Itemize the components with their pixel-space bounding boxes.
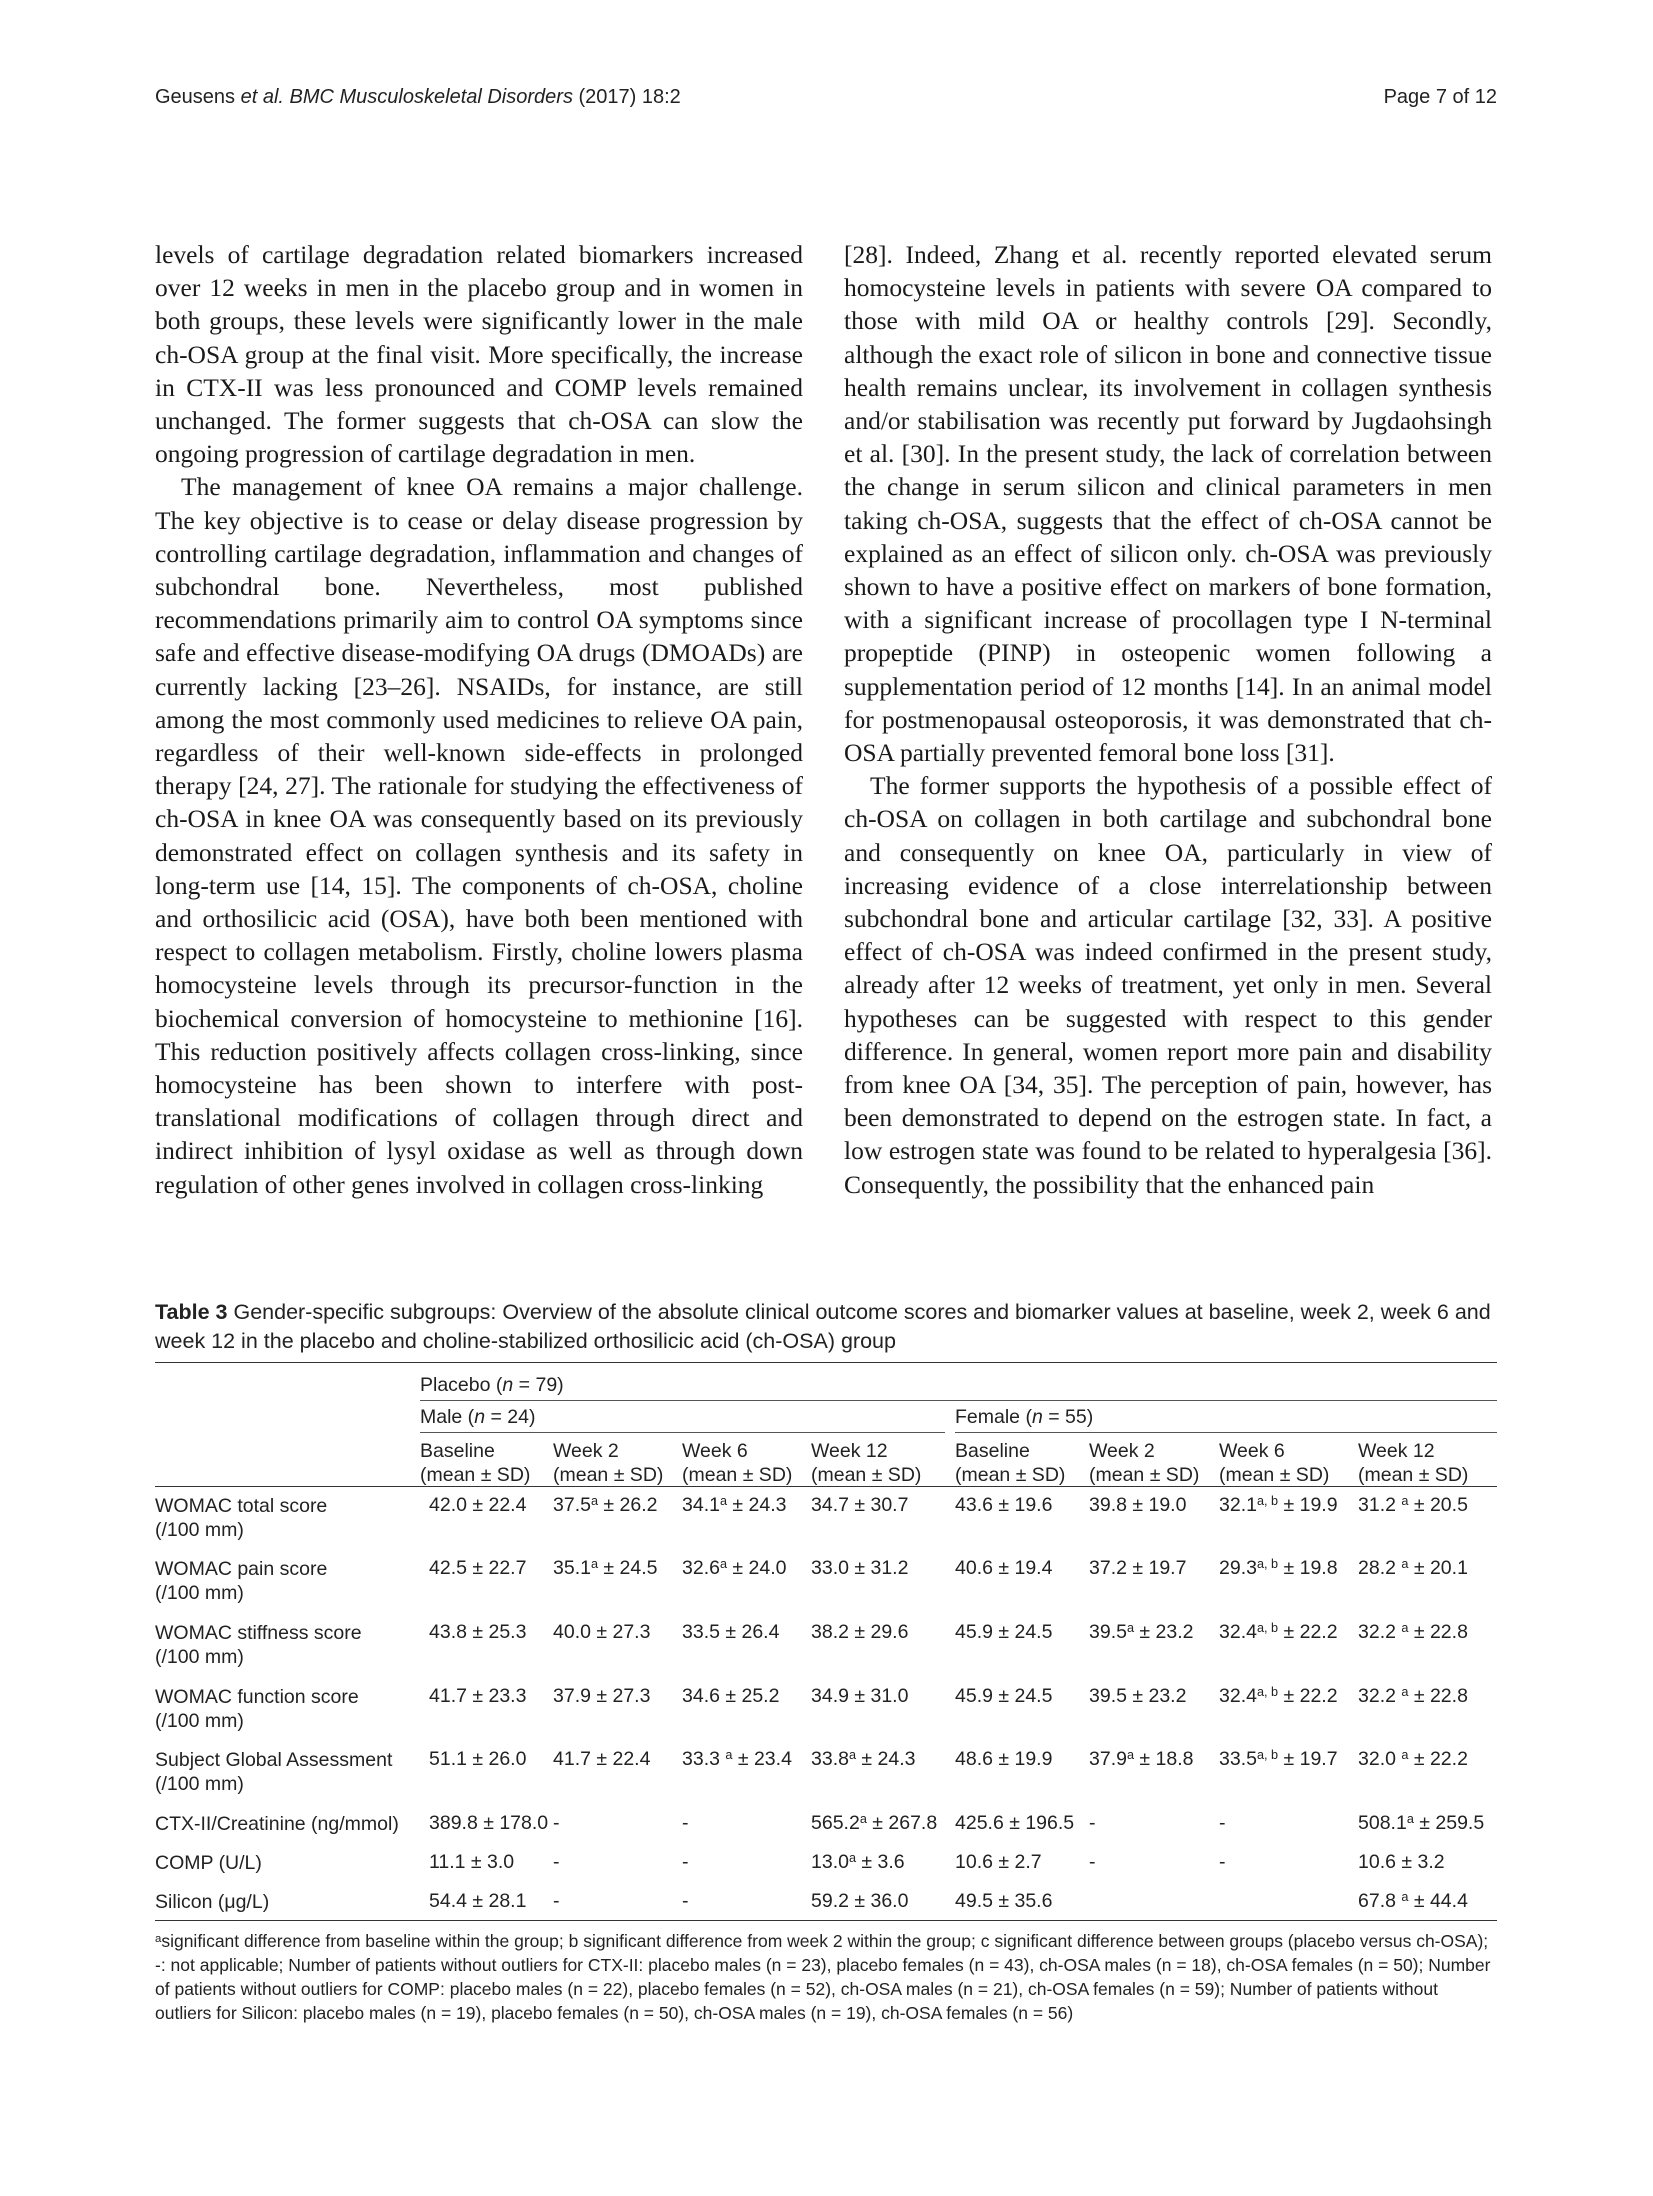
table-cell: 43.8 ± 25.3 <box>429 1621 527 1643</box>
table-cell: - <box>1089 1812 1096 1834</box>
table-cell: 33.0 ± 31.2 <box>811 1557 909 1579</box>
table-cell: 37.5$^a$ ± 26.2 <box>553 1494 658 1516</box>
group-label-placebo: Placebo (n = 79) <box>420 1374 564 1396</box>
table-cell: 10.6 ± 2.7 <box>955 1851 1042 1873</box>
column-header: Week 12 (mean ± SD) <box>1358 1440 1469 1486</box>
table-cell: $32.4^{a, b} \pm 22.2$ <box>1219 1685 1338 1707</box>
table-cell: 54.4 ± 28.1 <box>429 1890 527 1912</box>
table-cell: 34.1$^a$ ± 24.3 <box>682 1494 787 1516</box>
table-cell: 42.0 ± 22.4 <box>429 1494 527 1516</box>
table-cell: 11.1 ± 3.0 <box>429 1851 515 1873</box>
paragraph: [28]. Indeed, Zhang et al. recently reported elevated serum homocysteine levels in patients with severe OA compared to those with mild OA or healthy controls [29]. Secondly, although the exact role of silicon in bone and connective tissue health remains unclear, its involvement in collagen synthesis and/or stabilisation was recently put forward by Jugdaohsingh et al. [30]. In the present study, the lack of correlation between the change in serum silicon and clinical parameters in men taking ch-OSA, suggests that the effect of ch-OSA cannot be explained as an effect of silicon only. ch-OSA was previously shown to have a positive effect on markers of bone formation, with a significant increase of procollagen type I N-terminal propeptide (PINP) in osteopenic women following a supplementation period of 12 months [14]. In an animal model for postmenopausal osteoporosis, it was demonstrated that ch-OSA partially prevented femoral bone loss [31]. <box>844 240 1492 768</box>
table-cell: 67.8 $^a$ ± 44.4 <box>1358 1890 1468 1912</box>
table-cell: 33.3 $^a$ ± 23.4 <box>682 1748 792 1770</box>
table-cell: 45.9 ± 24.5 <box>955 1685 1053 1707</box>
table-cell: - <box>682 1812 689 1834</box>
row-label: WOMAC function score (/100 mm) <box>155 1686 359 1732</box>
table-cell: - <box>682 1890 689 1912</box>
table-cell: 41.7 ± 22.4 <box>553 1748 651 1770</box>
table-cell: 39.5 ± 23.2 <box>1089 1685 1187 1707</box>
row-label: Silicon (μg/L) <box>155 1891 270 1913</box>
column-header: Week 12 (mean ± SD) <box>811 1440 922 1486</box>
table-cell: 508.1$^a$ ± 259.5 <box>1358 1812 1485 1834</box>
table-cell: 42.5 ± 22.7 <box>429 1557 527 1579</box>
table-cell: - <box>1219 1851 1226 1873</box>
table-cell: 51.1 ± 26.0 <box>429 1748 527 1770</box>
table-cell: 13.0$^a$ ± 3.6 <box>811 1851 905 1873</box>
table-cell: 40.6 ± 19.4 <box>955 1557 1053 1579</box>
running-header <box>155 86 1497 116</box>
table-cell: 39.5$^a$ ± 23.2 <box>1089 1621 1194 1643</box>
table-cell: 38.2 ± 29.6 <box>811 1621 909 1643</box>
table-cell: 32.6$^a$ ± 24.0 <box>682 1557 787 1579</box>
subgroup-label-male: Male (n = 24) <box>420 1406 536 1428</box>
subgroup-label-female: Female (n = 55) <box>955 1406 1094 1428</box>
female-rule <box>955 1432 1497 1433</box>
column-header: Week 6 (mean ± SD) <box>682 1440 793 1486</box>
paragraph: The management of knee OA remains a major challenge. The key objective is to cease or delay disease progression by controlling cartilage degradation, inflammation and changes of subchondral bone. Nevertheless, most published recommendations primarily aim to control OA symptoms since safe and effective disease-modifying OA drugs (DMOADs) are currently lacking [23–26]. NSAIDs, for instance, are still among the most commonly used medicines to relieve OA pain, regardless of their well-known side-effects in prolonged therapy [24, 27]. The rationale for studying the effectiveness of ch-OSA in knee OA was consequently based on its previously demonstrated effect on collagen synthesis and its safety in long-term use [14, 15]. The components of ch-OSA, choline and orthosilicic acid (OSA), have both been mentioned with respect to collagen metabolism. Firstly, choline lowers plasma homocysteine levels through its precursor-function in the biochemical conversion of homocysteine to methionine [16]. This reduction positively affects collagen cross-linking, since homocysteine has been shown to interfere with post-translational modifications of collagen through direct and indirect inhibition of lysyl oxidase as well as through down regulation of other genes involved in collagen cross-linking <box>155 472 803 1199</box>
table-cell: 389.8 ± 178.0 <box>429 1812 549 1834</box>
table-cell: - <box>1089 1851 1096 1873</box>
table-cell: 34.9 ± 31.0 <box>811 1685 909 1707</box>
table-cell: - <box>553 1812 560 1834</box>
page-number: Page 7 of 12 <box>1383 86 1497 108</box>
table-body <box>155 1298 1497 1928</box>
table-bottom-rule <box>155 1920 1497 1921</box>
table-cell: 49.5 ± 35.6 <box>955 1890 1053 1912</box>
table-cell: 34.6 ± 25.2 <box>682 1685 780 1707</box>
table-cell: $29.3^{a, b} \pm 19.8$ <box>1219 1557 1338 1579</box>
table-cell: 59.2 ± 36.0 <box>811 1890 909 1912</box>
table-caption: Table 3 Gender-specific subgroups: Overview of the absolute clinical outcome scores and biomarker values at baseline, week 2, week 6 and week 12 in the placebo and choline-stabilized orthosilicic acid (ch-OSA) group <box>155 1300 1491 1353</box>
table-cell: 40.0 ± 27.3 <box>553 1621 651 1643</box>
table-cell: 32.0 $^a$ ± 22.2 <box>1358 1748 1468 1770</box>
table-cell: 28.2 $^a$ ± 20.1 <box>1358 1557 1468 1579</box>
placebo-rule <box>420 1400 1497 1401</box>
table-cell: 33.5 ± 26.4 <box>682 1621 780 1643</box>
column-header: Week 2 (mean ± SD) <box>553 1440 664 1486</box>
table-cell: 10.6 ± 3.2 <box>1358 1851 1445 1873</box>
row-label: WOMAC pain score (/100 mm) <box>155 1558 328 1604</box>
table-cell: 33.8$^a$ ± 24.3 <box>811 1748 916 1770</box>
table-footnote: $^a$significant difference from baseline within the group; b significant difference from week 2 within the group; c significant difference between groups (placebo versus ch-OSA); -: not applicable; Number of patients without outliers for CTX-II: placebo males (n = 23), placebo females (n = 43), ch-OSA males (n = 18), ch-OSA females (n = 50); Number of patients without outliers for COMP: placebo males (n = 22), placebo females (n = 52), ch-OSA males (n = 21), ch-OSA females (n = 59); Number of patients without outliers for Silicon: placebo males (n = 19), placebo females (n = 50), ch-OSA males (n = 19), ch-OSA females (n = 56) <box>155 1931 1491 2023</box>
column-header: Week 6 (mean ± SD) <box>1219 1440 1330 1486</box>
row-label: Subject Global Assessment (/100 mm) <box>155 1749 393 1795</box>
table-cell: $33.5^{a, b} \pm 19.7$ <box>1219 1748 1338 1770</box>
table-cell: 34.7 ± 30.7 <box>811 1494 909 1516</box>
table-cell: 565.2$^a$ ± 267.8 <box>811 1812 938 1834</box>
paragraph: The former supports the hypothesis of a possible effect of ch-OSA on collagen in both cartilage and subchondral bone and consequently on knee OA, particularly in view of increasing evidence of a close interrelationship between subchondral bone and articular cartilage [32, 33]. A positive effect of ch-OSA was indeed confirmed in the present study, already after 12 weeks of treatment, yet only in men. Several hypotheses can be suggested with respect to this gender difference. In general, women report more pain and disability from knee OA [34, 35]. The perception of pain, however, has been demonstrated to depend on the estrogen state. In fact, a low estrogen state was found to be related to hyperalgesia [36]. Consequently, the possibility that the enhanced pain <box>844 771 1492 1199</box>
paragraph: levels of cartilage degradation related biomarkers increased over 12 weeks in men in the placebo group and in women in both groups, these levels were significantly lower in the male ch-OSA group at the final visit. More specifically, the increase in CTX-II was less pronounced and COMP levels remained unchanged. The former suggests that ch-OSA can slow the ongoing progression of cartilage degradation in men. <box>155 240 803 469</box>
table-cell: 32.2 $^a$ ± 22.8 <box>1358 1685 1468 1707</box>
table-cell: 37.9$^a$ ± 18.8 <box>1089 1748 1194 1770</box>
column-header: Baseline (mean ± SD) <box>420 1440 531 1486</box>
row-label: WOMAC total score (/100 mm) <box>155 1495 328 1541</box>
table-cell: - <box>1219 1812 1226 1834</box>
column-header: Week 2 (mean ± SD) <box>1089 1440 1200 1486</box>
row-label: WOMAC stiffness score (/100 mm) <box>155 1622 362 1668</box>
row-label: COMP (U/L) <box>155 1852 262 1874</box>
table-cell: 39.8 ± 19.0 <box>1089 1494 1187 1516</box>
table-cell: 48.6 ± 19.9 <box>955 1748 1053 1770</box>
right-column <box>844 238 1492 1201</box>
table-cell: 425.6 ± 196.5 <box>955 1812 1075 1834</box>
row-label: CTX-II/Creatinine (ng/mmol) <box>155 1813 399 1835</box>
table-top-rule <box>155 1362 1497 1363</box>
column-header: Baseline (mean ± SD) <box>955 1440 1066 1486</box>
table-3 <box>155 1298 1497 1913</box>
table-cell: 32.2 $^a$ ± 22.8 <box>1358 1621 1468 1643</box>
table-cell: 35.1$^a$ ± 24.5 <box>553 1557 658 1579</box>
left-column <box>155 238 803 1201</box>
table-cell: 45.9 ± 24.5 <box>955 1621 1053 1643</box>
table-cell: - <box>553 1890 560 1912</box>
table-cell: $32.1^{a, b} \pm 19.9$ <box>1219 1494 1338 1516</box>
table-cell: - <box>682 1851 689 1873</box>
header-citation: Geusens et al. BMC Musculoskeletal Disorders (2017) 18:2 <box>155 86 681 108</box>
table-cell: 37.9 ± 27.3 <box>553 1685 651 1707</box>
table-cell: $32.4^{a, b} \pm 22.2$ <box>1219 1621 1338 1643</box>
table-cell: 43.6 ± 19.6 <box>955 1494 1053 1516</box>
table-cell: - <box>553 1851 560 1873</box>
table-cell: 41.7 ± 23.3 <box>429 1685 527 1707</box>
male-rule <box>420 1432 945 1433</box>
table-cell: 37.2 ± 19.7 <box>1089 1557 1187 1579</box>
table-cell: 31.2 $^a$ ± 20.5 <box>1358 1494 1468 1516</box>
